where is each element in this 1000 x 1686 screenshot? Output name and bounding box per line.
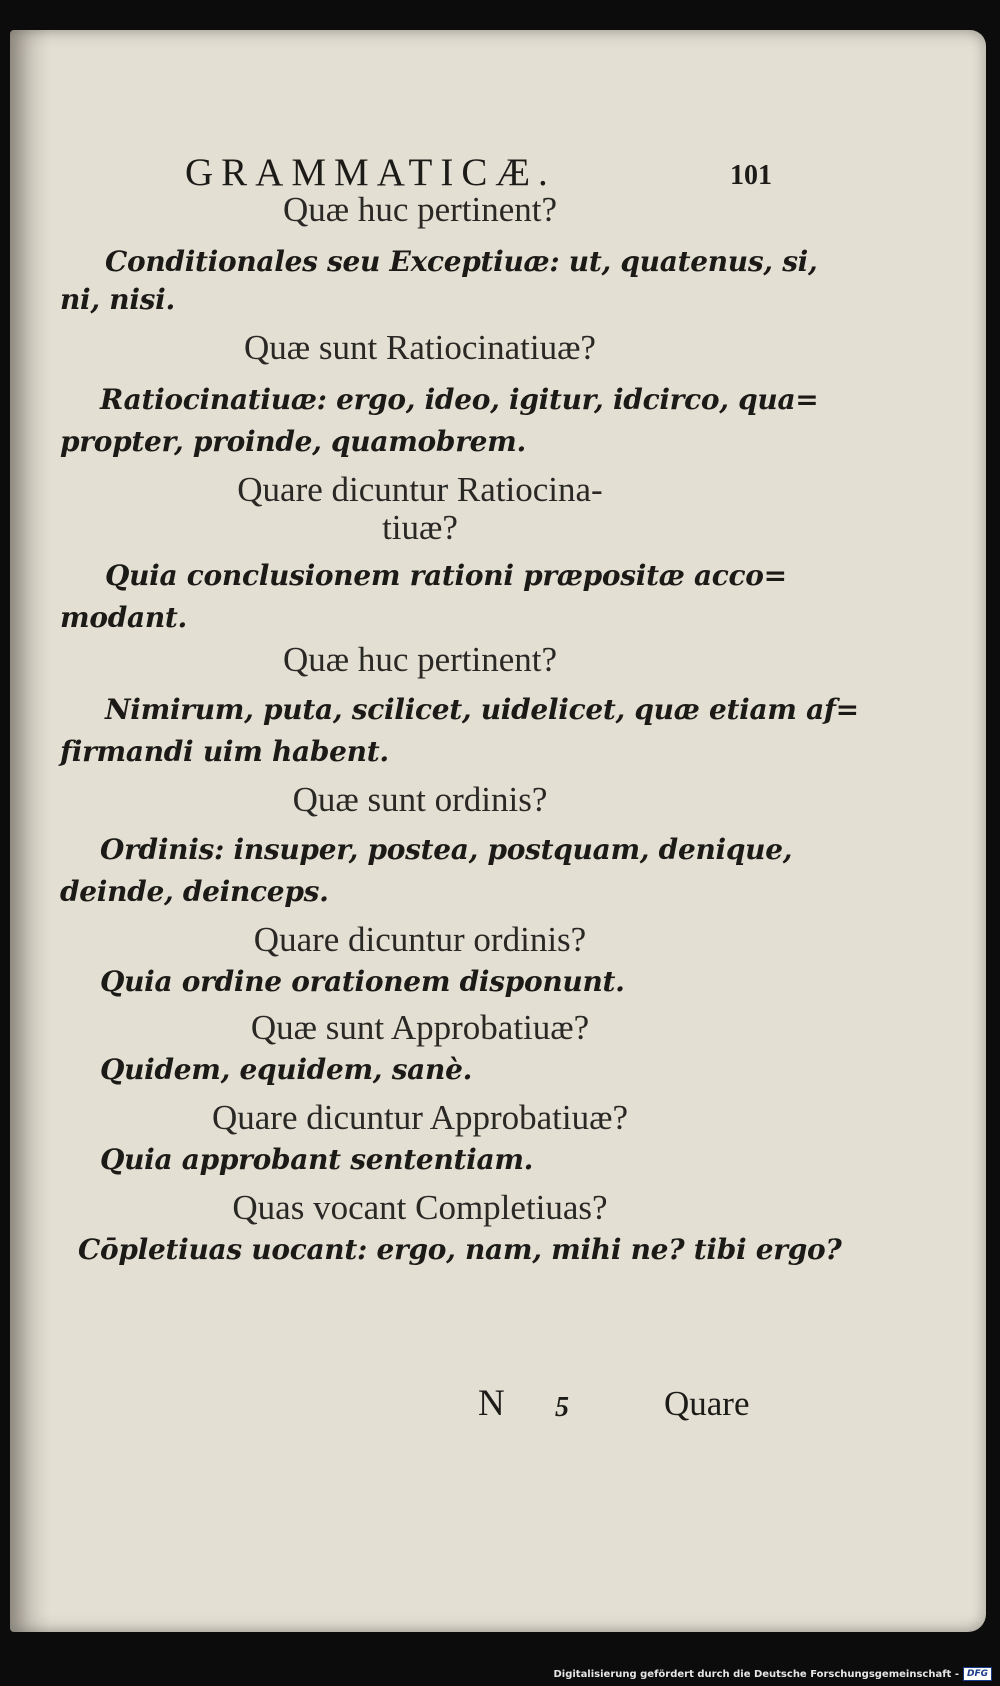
answer-line: Conditionales seu Exceptiuæ: ut, quatenus, si, (105, 245, 818, 278)
page-gutter-shadow (10, 30, 50, 1632)
answer-line: Ratiocinatiuæ: ergo, ideo, igitur, idcirco, qua= (100, 383, 819, 416)
question-line: tiuæ? (382, 508, 458, 547)
question-line: Quæ sunt ordinis? (292, 780, 548, 819)
answer-line: firmandi uim habent. (60, 735, 389, 768)
running-title: GRAMMATICÆ. (185, 151, 556, 194)
answer-line: Nimirum, puta, scilicet, uidelicet, quæ etiam af= (105, 693, 859, 726)
answer-line: deinde, deinceps. (60, 875, 329, 908)
catchword: Quare (664, 1384, 750, 1423)
signature-mark: N (478, 1383, 505, 1424)
answer-line: Quidem, equidem, sanè. (100, 1053, 473, 1086)
answer-line: propter, proinde, quamobrem. (60, 425, 526, 458)
answer-line: Quia ordine orationem disponunt. (100, 965, 625, 998)
dfg-logo-icon: DFG (963, 1667, 992, 1681)
page-number: 101 (730, 160, 772, 191)
answer-line: Quia conclusionem rationi præpositæ acco= (105, 559, 787, 592)
question-line: Quare dicuntur Ratiocina- (237, 470, 603, 509)
question-line: Quæ sunt Approbatiuæ? (250, 1008, 590, 1047)
question-line: Quare dicuntur ordinis? (253, 920, 587, 959)
signature-number: 5 (555, 1392, 569, 1423)
question-line: Quas vocant Completiuas? (232, 1188, 608, 1227)
digitization-credit (553, 1667, 992, 1681)
question-line: Quæ huc pertinent? (282, 640, 558, 679)
question-line: Quare dicuntur Approbatiuæ? (211, 1098, 628, 1137)
answer-line: ni, nisi. (60, 283, 175, 316)
answer-line: Cōpletiuas uocant: ergo, nam, mihi ne? tibi ergo? (78, 1233, 842, 1266)
question-line: Quæ huc pertinent? (282, 190, 558, 229)
answer-line: Ordinis: insuper, postea, postquam, denique, (100, 833, 793, 866)
answer-line: modant. (60, 601, 187, 634)
credit-text: Digitalisierung gefördert durch die Deutsche Forschungsgemeinschaft - (553, 1668, 959, 1680)
answer-line: Quia approbant sententiam. (100, 1143, 534, 1176)
question-line: Quæ sunt Ratiocinatiuæ? (244, 328, 596, 367)
